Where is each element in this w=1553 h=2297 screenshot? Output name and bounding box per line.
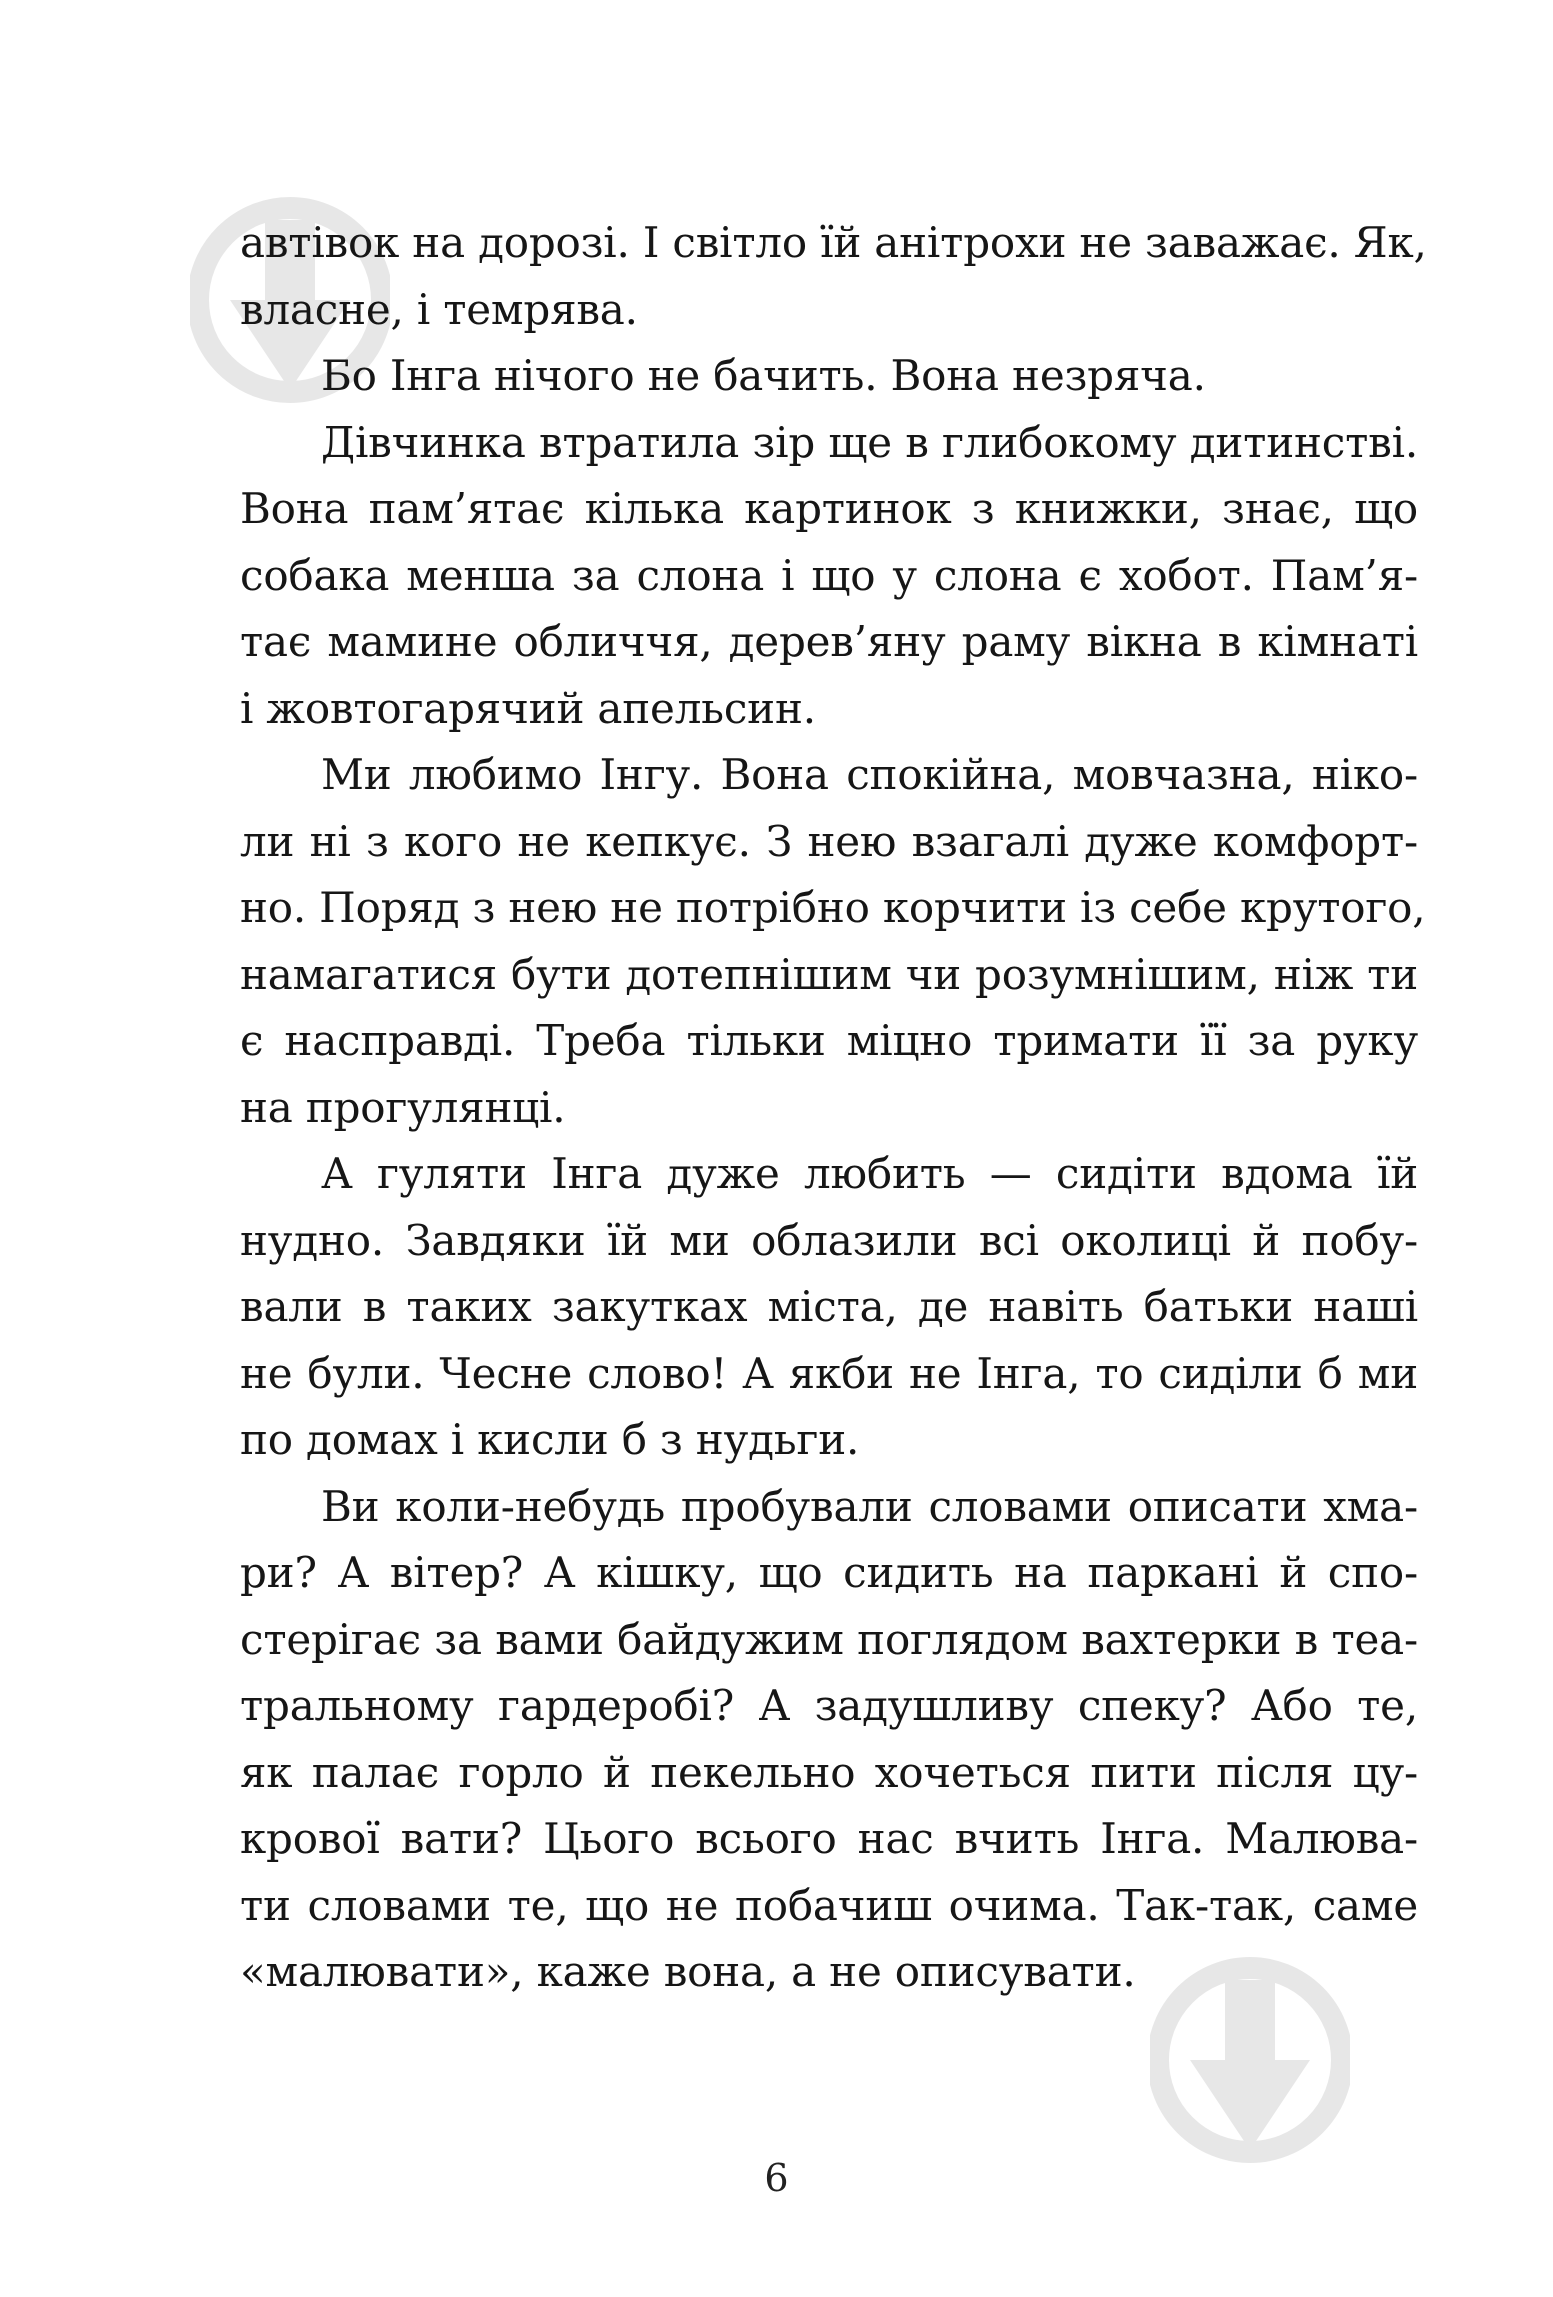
text-line: намагатися бути дотепнішим чи розумнішим, ніж ти bbox=[240, 949, 1418, 999]
text-line: є насправді. Треба тільки міцно тримати її за руку bbox=[240, 1016, 1418, 1065]
text-line: автівок на дорозі. І світло їй анітрохи не заважає. Як, bbox=[240, 218, 1427, 267]
text-line: власне, і темрява. bbox=[240, 284, 638, 334]
page-number: 6 bbox=[764, 2156, 789, 2200]
text-line: не були. Чесне слово! А якби не Інга, то сиділи б ми bbox=[240, 1348, 1418, 1398]
text-line: Ви коли-небудь пробували словами описати хма- bbox=[321, 1481, 1418, 1531]
text-line: нудно. Завдяки їй ми облазили всі околиці й побу- bbox=[240, 1215, 1418, 1265]
body-text bbox=[240, 210, 1427, 2006]
text-line: на прогулянці. bbox=[240, 1082, 566, 1132]
text-line: стерігає за вами байдужим поглядом вахтерки в теа- bbox=[240, 1614, 1418, 1664]
text-line: тральному гардеробі? А задушливу спеку? Або те, bbox=[240, 1681, 1418, 1730]
text-line: ри? А вітер? А кішку, що сидить на паркані й спо- bbox=[240, 1548, 1418, 1597]
text-line: собака менша за слона і що у слона є хобот. Пам’я- bbox=[240, 550, 1418, 600]
text-line: по домах і кисли б з нудьги. bbox=[240, 1415, 860, 1464]
text-line: тає мамине обличчя, дерев’яну раму вікна в кімнаті bbox=[240, 617, 1418, 666]
text-line: і жовтогарячий апельсин. bbox=[240, 683, 816, 733]
text-line: А гуляти Інга дуже любить — сидіти вдома їй bbox=[321, 1149, 1418, 1198]
text-line: Бо Інга нічого не бачить. Вона незряча. bbox=[321, 351, 1206, 400]
text-line: но. Поряд з нею не потрібно корчити із себе крутого, bbox=[240, 883, 1426, 932]
text-line: ли ні з кого не кепкує. З нею взагалі дуже комфорт- bbox=[240, 816, 1418, 866]
text-line: Вона пам’ятає кілька картинок з книжки, знає, що bbox=[240, 484, 1418, 533]
text-line: крової вати? Цього всього нас вчить Інга. Малюва- bbox=[240, 1814, 1418, 1863]
text-line: ти словами те, що не побачиш очима. Так-так, саме bbox=[240, 1880, 1418, 1930]
text-line: Ми любимо Інгу. Вона спокійна, мовчазна, ніко- bbox=[321, 750, 1418, 799]
text-line: як палає горло й пекельно хочеться пити після цу- bbox=[240, 1747, 1418, 1797]
text-line: Дівчинка втратила зір ще в глибокому дитинстві. bbox=[321, 417, 1418, 467]
text-line: вали в таких закутках міста, де навіть батьки наші bbox=[240, 1282, 1418, 1331]
text-line: «малювати», каже вона, а не описувати. bbox=[240, 1947, 1136, 1996]
